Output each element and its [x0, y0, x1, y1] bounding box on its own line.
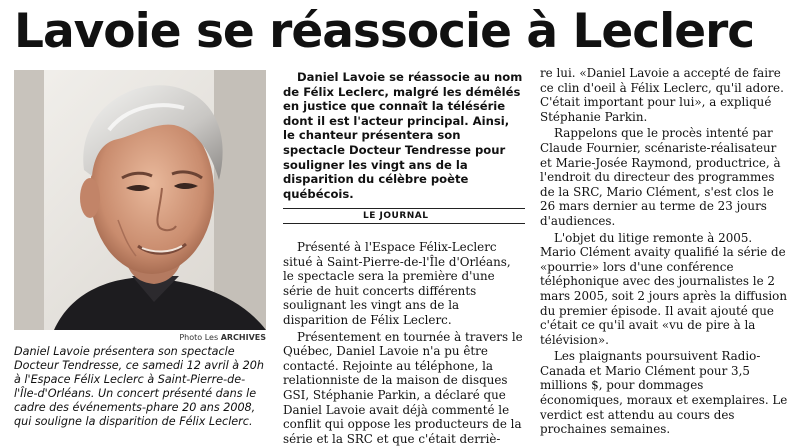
- photo-daniel-lavoie: [14, 70, 266, 330]
- portrait-illustration: [14, 70, 266, 330]
- article-column-2: [283, 240, 525, 446]
- lead-paragraph: Daniel Lavoie se réassocie au nom de Félix Leclerc, malgré les démêlés en justice que connaît la télésérie dont il est l'acteur principal. Ainsi, le chanteur présentera son spectacle Docteur Tendresse pour souligner les vingt ans de la disparition du célèbre poète québécois.: [283, 70, 523, 201]
- body-paragraph: L'objet du litige remonte à 2005. Mario Clément avaity qualifié la série de «pourrie» lors d'une conférence téléphonique avec des journalistes le 2 mars 2005, soit 2 jours après la diffusion du premier épisode. Il avait ajouté que c'était ce qu'il avait «vu de pire à la télévision».: [540, 230, 788, 347]
- headline: Lavoie se réassocie à Leclerc: [14, 4, 755, 59]
- body-paragraph: re lui. «Daniel Lavoie a accepté de faire ce clin d'oeil à Félix Leclerc, qu'il adore. C'était important pour lui», a expliqué Stéphanie Parkin.: [540, 66, 784, 124]
- body-paragraph: Les plaignants poursuivent Radio-Canada et Mario Clément pour 3,5 millions $, pour dommages économiques, moraux et exemplaires. Le verdict est attendu au cours des prochaines semaines.: [540, 349, 788, 437]
- body-paragraph: Présenté à l'Espace Félix-Leclerc situé à Saint-Pierre-de-l'Île d'Orléans, le spectacle sera la première d'une série de huit concerts différents soulignant les vingt ans de la disparition de Félix Leclerc.: [283, 240, 511, 327]
- credit-prefix: Photo Les: [179, 333, 219, 342]
- body-paragraph: Présentement en tournée à travers le Québec, Daniel Lavoie n'a pu être contacté. Rejointe au téléphone, la relationniste de la maison de disques GSI, Stéphanie Parkin, a déclaré que Daniel Lavoie avait déjà commenté le conflit qui oppose les producteurs de la série et la SRC et que c'était derriè-: [283, 329, 523, 446]
- credit-source: ARCHIVES: [220, 333, 266, 342]
- byline-text: LE JOURNAL: [363, 211, 429, 221]
- photo-caption: Daniel Lavoie présentera son spectacle Docteur Tendresse, ce samedi 12 avril à 20h à l'Espace Félix Leclerc à Saint-Pierre-de-l'Île-d'Orléans. Un concert présenté dans le cadre des événements-phare 20 ans 2008, qui souligne la disparition de Félix Leclerc.: [14, 345, 264, 428]
- article-column-3: [540, 66, 790, 437]
- byline: [283, 208, 525, 224]
- body-paragraph: Rappelons que le procès intenté par Claude Fournier, scénariste-réalisateur et Marie-Josée Raymond, productrice, à l'endroit du directeur des programmes de la SRC, Mario Clément, s'est clos le 26 mars dernier au terme de 23 jours d'audiences.: [540, 126, 781, 228]
- photo-credit: [14, 333, 266, 343]
